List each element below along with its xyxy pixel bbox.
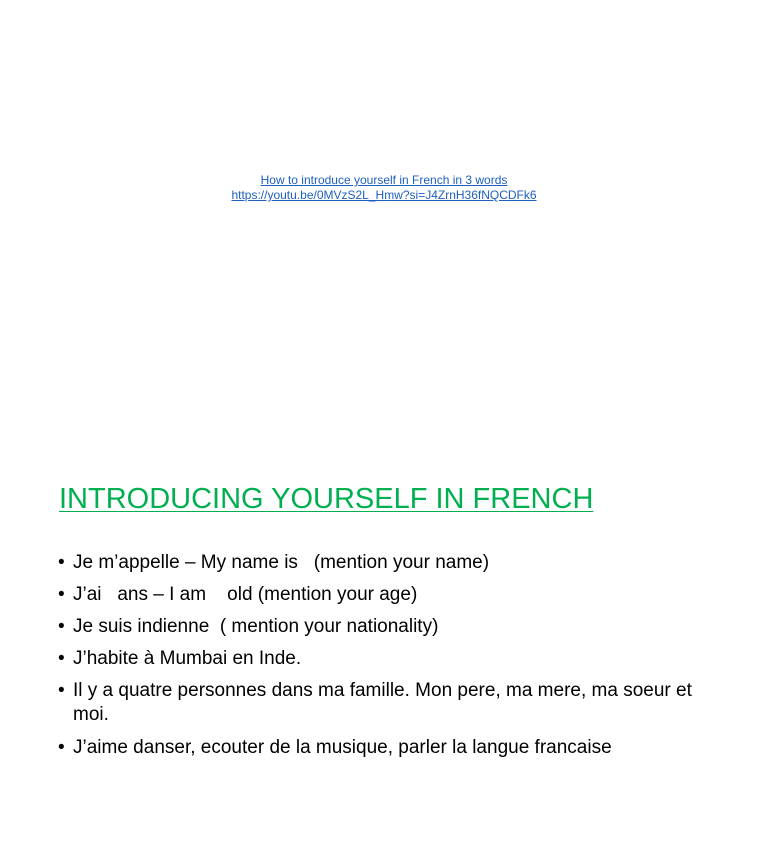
- list-item: [58, 583, 698, 607]
- list-item: [58, 736, 698, 760]
- bullet-icon: •: [58, 648, 65, 669]
- list-item: [58, 679, 698, 727]
- bullet-list: [58, 551, 698, 768]
- list-item-text: Je m’appelle – My name is (mention your name): [73, 552, 490, 573]
- bullet-icon: •: [58, 680, 65, 701]
- bullet-icon: •: [58, 584, 65, 605]
- list-item: [58, 647, 698, 671]
- list-item: [58, 551, 698, 575]
- list-item: [58, 615, 698, 639]
- list-item-text: Il y a quatre personnes dans ma famille. Mon pere, ma mere, ma soeur et moi.: [73, 680, 692, 725]
- video-url-link[interactable]: https://youtu.be/0MVzS2L_Hmw?si=J4ZrnH36fNQCDFk6: [231, 188, 537, 202]
- bullet-icon: •: [58, 616, 65, 637]
- bullet-icon: •: [58, 737, 65, 758]
- list-item-text: J’aime danser, ecouter de la musique, parler la langue francaise: [73, 737, 612, 758]
- video-title-link[interactable]: How to introduce yourself in French in 3 words: [260, 173, 508, 187]
- slide-title: INTRODUCING YOURSELF IN FRENCH: [59, 483, 594, 515]
- video-link-block: [0, 173, 768, 203]
- list-item-text: J’ai ans – I am old (mention your age): [73, 584, 418, 605]
- list-item-text: J’habite à Mumbai en Inde.: [73, 648, 302, 669]
- bullet-icon: •: [58, 552, 65, 573]
- list-item-text: Je suis indienne ( mention your nationality): [73, 616, 439, 637]
